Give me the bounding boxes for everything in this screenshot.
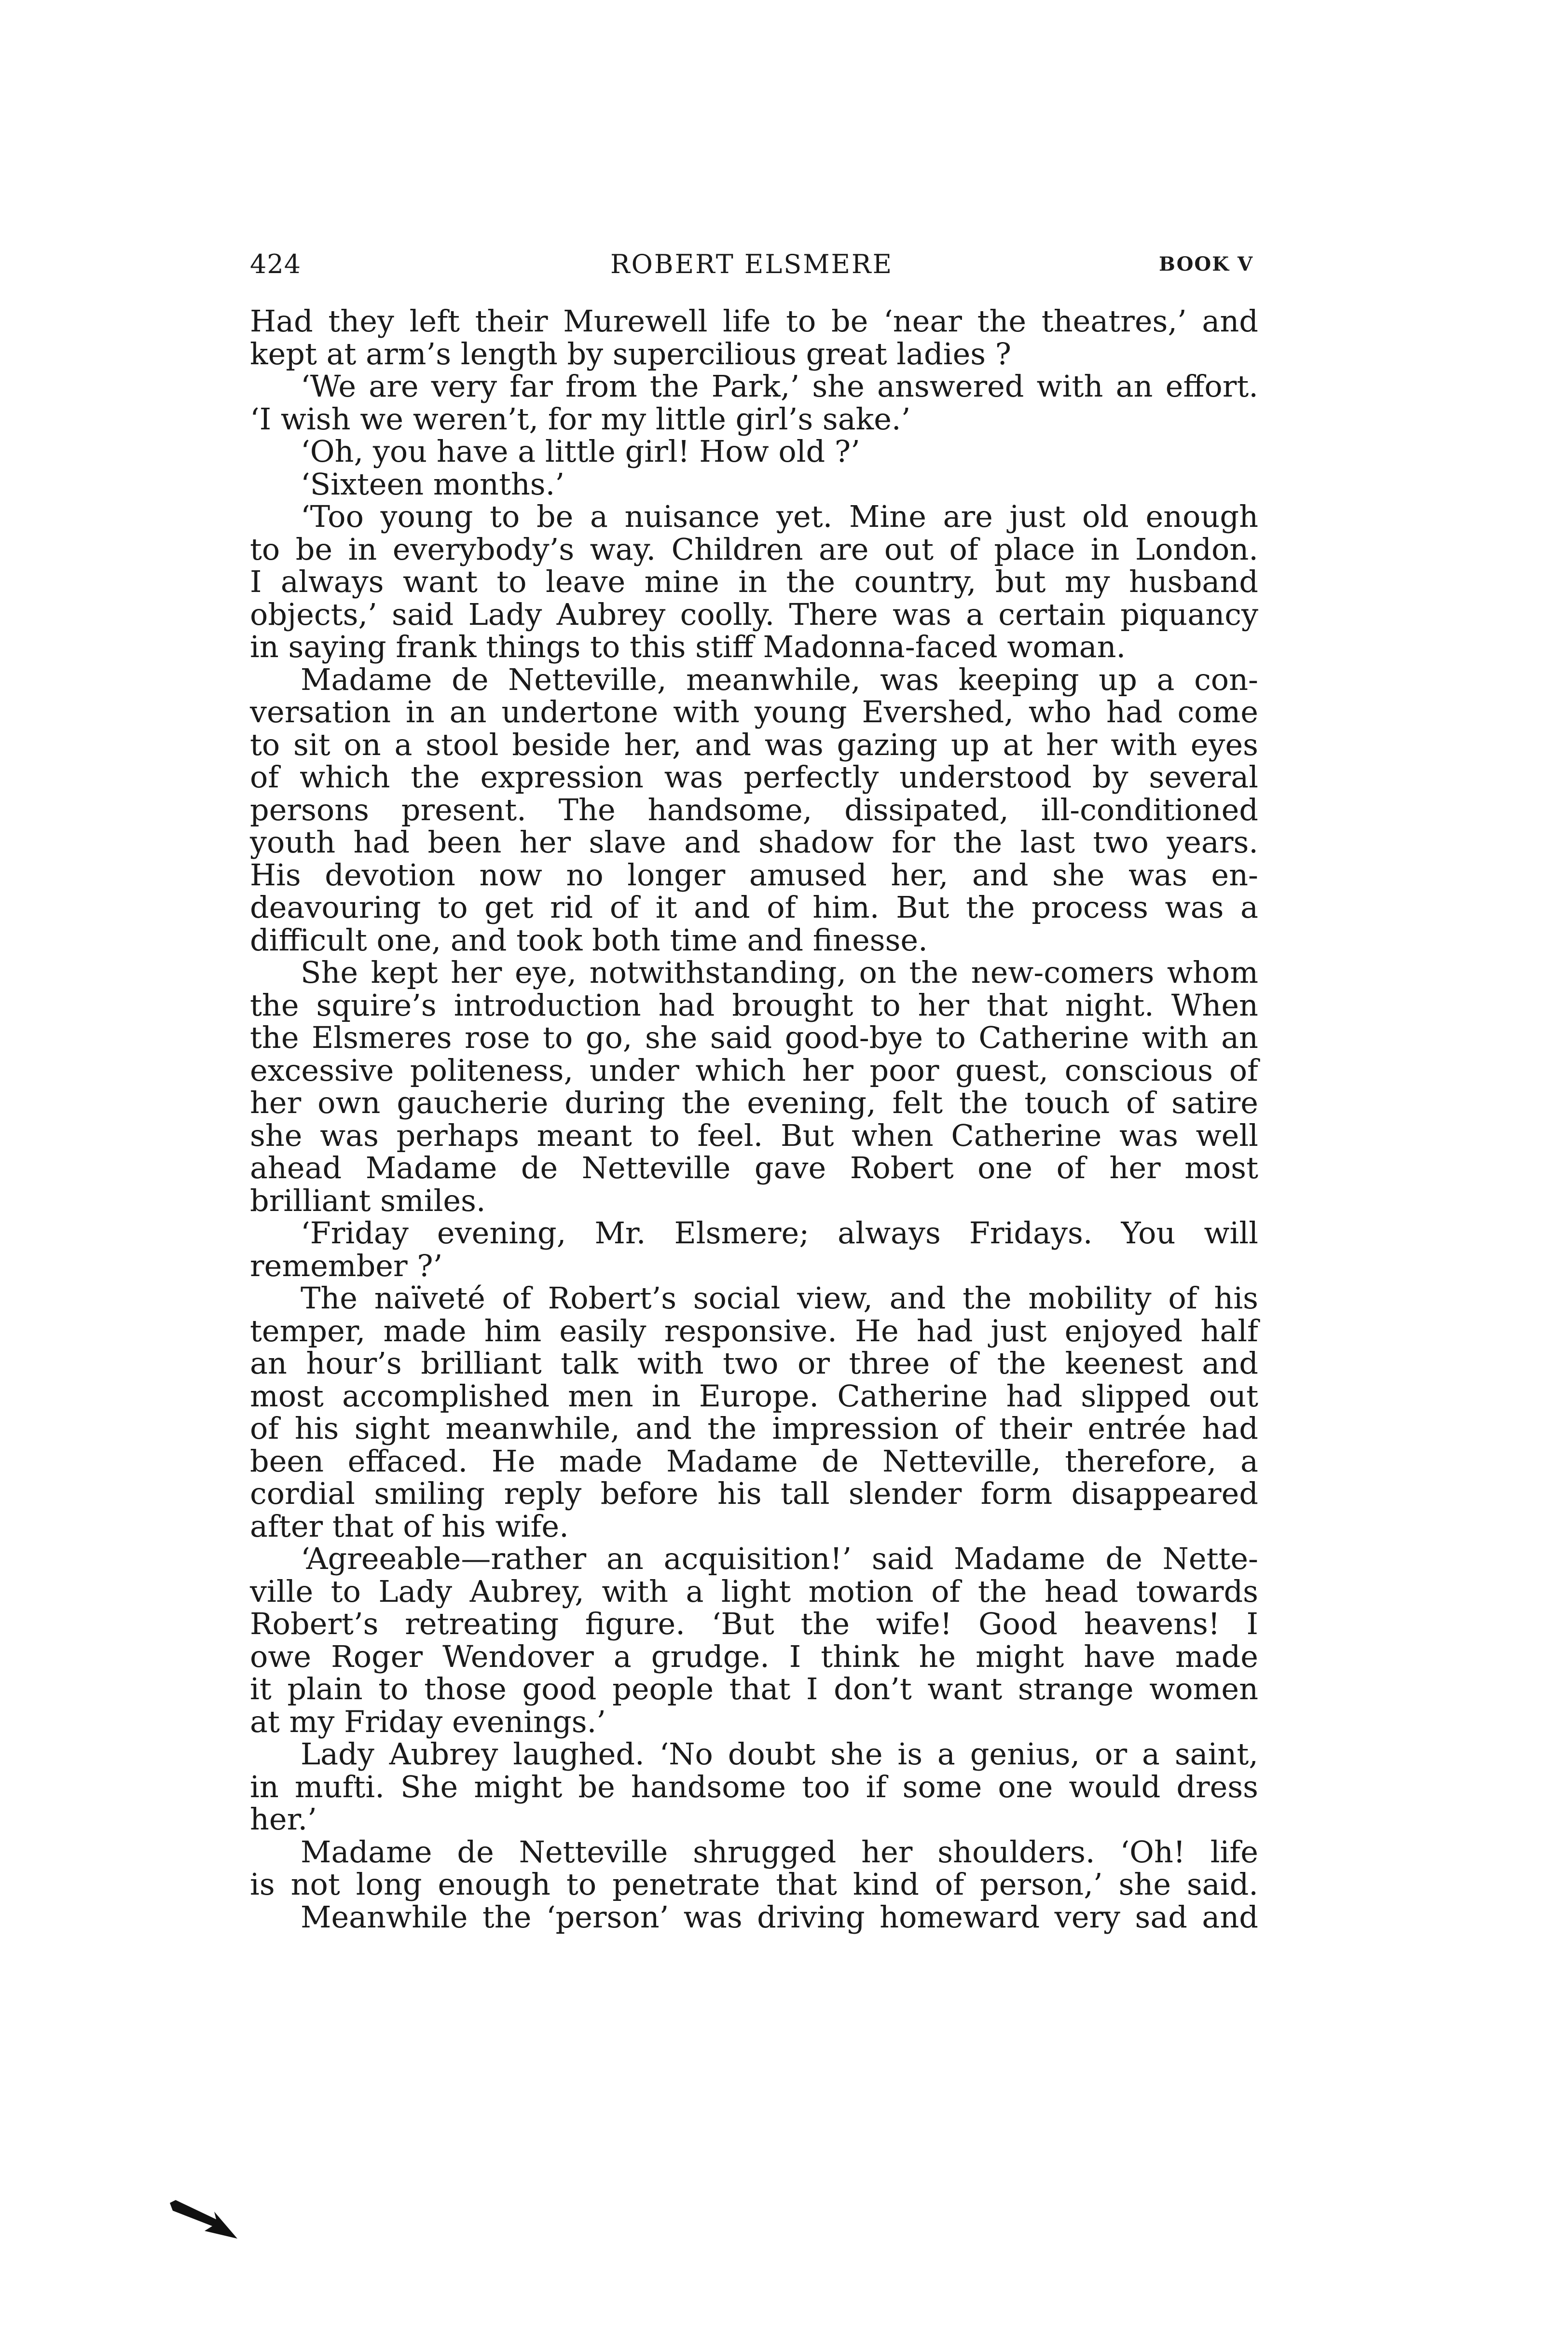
page-number: 424 — [250, 249, 302, 279]
text-line: cordial smiling reply before his tall slender form disappeared — [250, 1476, 1258, 1511]
body-text — [250, 305, 1258, 1933]
text-line: in saying frank things to this stiff Madonna-faced woman. — [250, 629, 1126, 664]
text-line: kept at arm’s length by supercilious great ladies ? — [250, 336, 1012, 371]
text-line: Meanwhile the ‘person’ was driving homeward very sad and — [301, 1899, 1258, 1935]
text-line: been effaced. He made Madame de Netteville, therefore, a — [250, 1443, 1258, 1479]
text-line: her own gaucherie during the evening, felt the touch of satire — [250, 1085, 1258, 1120]
text-line: persons present. The handsome, dissipated, ill-conditioned — [250, 792, 1258, 827]
catchword-arrow-icon — [170, 2200, 237, 2241]
text-line: most accomplished men in Europe. Catherine had slipped out — [250, 1378, 1258, 1414]
text-line: ‘Too young to be a nuisance yet. Mine are just old enough — [301, 499, 1258, 534]
text-line: deavouring to get rid of it and of him. But the process was a — [250, 890, 1258, 925]
text-line: in mufti. She might be handsome too if some one would dress — [250, 1769, 1258, 1804]
text-line: her.’ — [250, 1802, 317, 1837]
text-line: ‘I wish we weren’t, for my little girl’s sake.’ — [250, 401, 911, 437]
text-line: is not long enough to penetrate that kind of person,’ she said. — [250, 1867, 1258, 1902]
text-line: owe Roger Wendover a grudge. I think he might have made — [250, 1638, 1258, 1674]
running-head — [250, 245, 1253, 284]
text-line: She kept her eye, notwithstanding, on the new-comers whom — [301, 955, 1258, 990]
text-line: ‘We are very far from the Park,’ she answered with an effort. — [301, 369, 1258, 404]
text-line: ‘Agreeable—rather an acquisition!’ said Madame de Nette- — [301, 1541, 1258, 1576]
text-line: an hour’s brilliant talk with two or three of the keenest and — [250, 1346, 1258, 1381]
text-line: ‘Friday evening, Mr. Elsmere; always Fridays. You will — [301, 1215, 1258, 1251]
text-line: remember ?’ — [250, 1248, 443, 1283]
text-line: of his sight meanwhile, and the impression of their entrée had — [250, 1411, 1258, 1446]
text-line: after that of his wife. — [250, 1508, 569, 1544]
text-line: the squire’s introduction had brought to her that night. When — [250, 987, 1258, 1023]
text-line: ‘Oh, you have a little girl! How old ?’ — [301, 434, 860, 469]
text-line: Madame de Netteville shrugged her shoulders. ‘Oh! life — [301, 1834, 1258, 1870]
text-line: Had they left their Murewell life to be ‘near the theatres,’ and — [250, 303, 1258, 339]
text-line: at my Friday evenings.’ — [250, 1704, 606, 1739]
text-line: temper, made him easily responsive. He had just enjoyed half — [250, 1313, 1258, 1348]
text-line: Robert’s retreating figure. ‘But the wife! Good heavens! I — [250, 1606, 1258, 1641]
text-line: difficult one, and took both time and finesse. — [250, 922, 928, 958]
text-line: to be in everybody’s way. Children are out of place in London. — [250, 531, 1258, 567]
text-line: Lady Aubrey laughed. ‘No doubt she is a genius, or a saint, — [301, 1736, 1258, 1772]
text-line: The naïveté of Robert’s social view, and the mobility of his — [301, 1280, 1258, 1316]
text-line: I always want to leave mine in the country, but my husband — [250, 564, 1258, 599]
text-line: Madame de Netteville, meanwhile, was keeping up a con- — [301, 661, 1258, 697]
running-title: ROBERT ELSMERE — [610, 249, 893, 279]
text-line: the Elsmeres rose to go, she said good-bye to Catherine with an — [250, 1020, 1258, 1055]
text-line: ‘Sixteen months.’ — [301, 466, 565, 502]
text-line: ahead Madame de Netteville gave Robert one of her most — [250, 1150, 1258, 1185]
text-line: versation in an undertone with young Evershed, who had come — [250, 694, 1258, 729]
text-line: objects,’ said Lady Aubrey coolly. There was a certain piquancy — [250, 596, 1258, 632]
text-line: brilliant smiles. — [250, 1183, 486, 1218]
text-line: of which the expression was perfectly understood by several — [250, 759, 1258, 795]
text-line: she was perhaps meant to feel. But when Catherine was well — [250, 1117, 1258, 1153]
text-line: it plain to those good people that I don’t want strange women — [250, 1671, 1258, 1706]
text-line: His devotion now no longer amused her, and she was en- — [250, 857, 1258, 893]
text-line: youth had been her slave and shadow for the last two years. — [250, 825, 1258, 860]
text-line: excessive politeness, under which her poor guest, conscious of — [250, 1052, 1258, 1088]
text-line: ville to Lady Aubrey, with a light motion of the head towards — [250, 1573, 1258, 1609]
text-line: to sit on a stool beside her, and was gazing up at her with eyes — [250, 727, 1258, 762]
book-marker: BOOK V — [1159, 253, 1253, 275]
